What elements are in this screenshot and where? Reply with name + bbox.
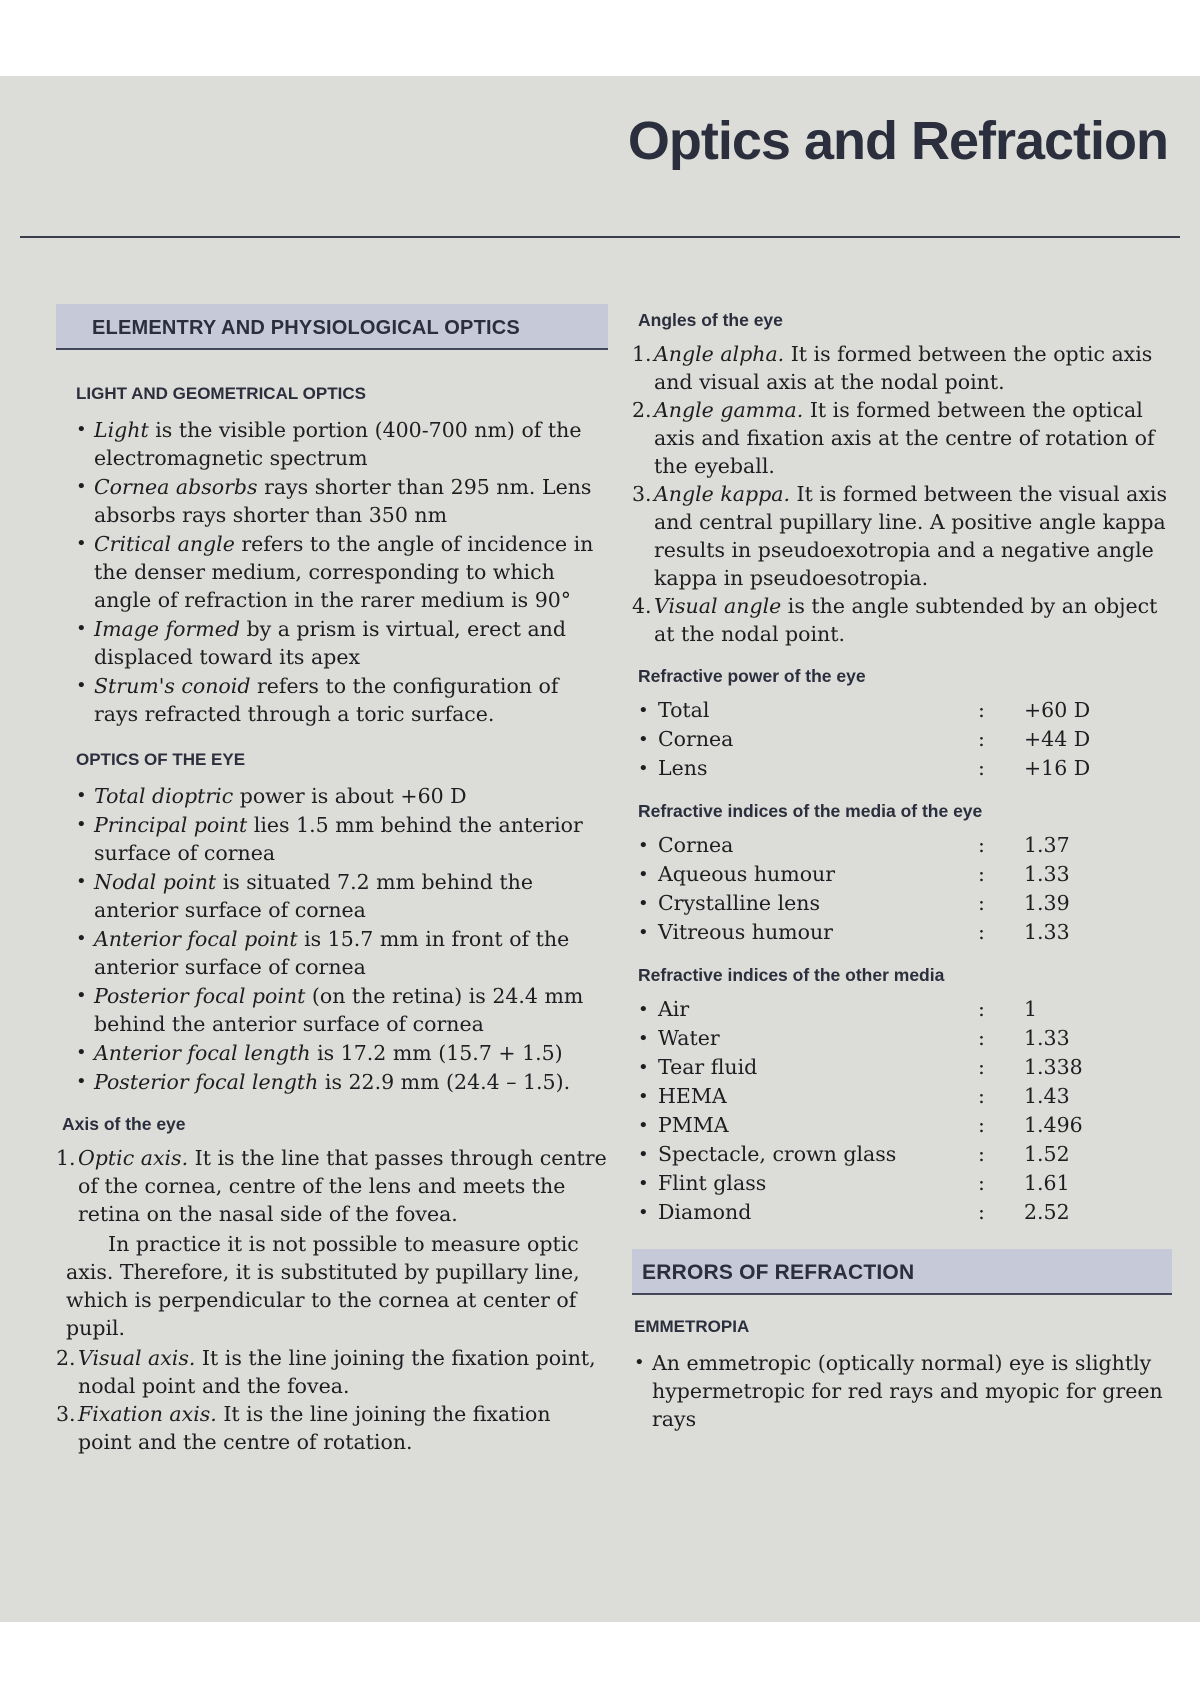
heading-refractive-indices-eye: Refractive indices of the media of the eye bbox=[638, 801, 983, 821]
table-row: • Aqueous humour : 1.33 bbox=[636, 860, 1134, 889]
list-item: 3. Fixation axis. It is the line joining the fixation point and the centre of rotation. bbox=[56, 1402, 551, 1454]
heading-light-geometrical-optics: LIGHT AND GEOMETRICAL OPTICS bbox=[76, 384, 366, 403]
light-list bbox=[56, 416, 608, 728]
section-banner-errors-of-refraction: ERRORS OF REFRACTION bbox=[632, 1249, 1172, 1295]
list-item: • Anterior focal point is 15.7 mm in front of the anterior surface of cornea bbox=[76, 925, 608, 981]
list-item: • Posterior focal length is 22.9 mm (24.4 – 1.5). bbox=[76, 1068, 608, 1096]
table-row: • Crystalline lens : 1.39 bbox=[636, 889, 1134, 918]
list-item: • Anterior focal length is 17.2 mm (15.7 + 1.5) bbox=[76, 1039, 608, 1067]
table-row: • Cornea : 1.37 bbox=[636, 831, 1134, 860]
table-row: • Air : 1 bbox=[636, 995, 1134, 1024]
list-item: • Posterior focal point (on the retina) is 24.4 mm behind the anterior surface of cornea bbox=[76, 982, 608, 1038]
heading-refractive-indices-other: Refractive indices of the other media bbox=[638, 965, 945, 985]
table-row: • Vitreous humour : 1.33 bbox=[636, 918, 1134, 947]
refractive-power-table bbox=[636, 696, 1134, 783]
list-item: 4. Visual angle is the angle subtended by an object at the nodal point. bbox=[632, 594, 1158, 646]
list-item: • Principal point lies 1.5 mm behind the anterior surface of cornea bbox=[76, 811, 608, 867]
list-item: 2. Visual axis. It is the line joining the fixation point, nodal point and the fovea. bbox=[56, 1346, 596, 1398]
list-item: • Nodal point is situated 7.2 mm behind the anterior surface of cornea bbox=[76, 868, 608, 924]
table-row: • Flint glass : 1.61 bbox=[636, 1169, 1134, 1198]
angles-list bbox=[632, 340, 1172, 648]
table-row: • Tear fluid : 1.338 bbox=[636, 1053, 1134, 1082]
table-row: • PMMA : 1.496 bbox=[636, 1111, 1134, 1140]
table-row: • HEMA : 1.43 bbox=[636, 1082, 1134, 1111]
heading-emmetropia: EMMETROPIA bbox=[634, 1317, 750, 1336]
title-divider bbox=[20, 236, 1180, 238]
optics-eye-list bbox=[56, 782, 608, 1096]
table-row: • Diamond : 2.52 bbox=[636, 1198, 1134, 1227]
list-item: 3. Angle kappa. It is formed between the visual axis and central pupillary line. A positive angle kappa results in pseudoexotropia and a negative angle kappa in pseudoesotropia. bbox=[632, 482, 1167, 590]
axis-paragraph: In practice it is not possible to measure optic axis. Therefore, it is substituted by pupillary line, which is perpendicular to the cornea at center of pupil. bbox=[66, 1232, 580, 1340]
list-item: • An emmetropic (optically normal) eye is slightly hypermetropic for red rays and myopic for green rays bbox=[634, 1349, 1172, 1433]
list-item: • Strum's conoid refers to the configuration of rays refracted through a toric surface. bbox=[76, 672, 608, 728]
list-item: 1. Angle alpha. It is formed between the optic axis and visual axis at the nodal point. bbox=[632, 342, 1153, 394]
axis-list-continued bbox=[56, 1344, 608, 1456]
table-row: • Spectacle, crown glass : 1.52 bbox=[636, 1140, 1134, 1169]
axis-list bbox=[56, 1144, 608, 1228]
heading-angles-of-the-eye: Angles of the eye bbox=[638, 310, 783, 330]
section-banner-elementry-optics: ELEMENTRY AND PHYSIOLOGICAL OPTICS bbox=[56, 304, 608, 350]
left-column bbox=[56, 304, 608, 1456]
table-row: • Cornea : +44 D bbox=[636, 725, 1134, 754]
book-page bbox=[0, 76, 1200, 1622]
list-item: • Image formed by a prism is virtual, erect and displaced toward its apex bbox=[76, 615, 608, 671]
heading-refractive-power: Refractive power of the eye bbox=[638, 666, 866, 686]
refractive-indices-eye-table bbox=[636, 831, 1134, 947]
list-item: • Cornea absorbs rays shorter than 295 nm. Lens absorbs rays shorter than 350 nm bbox=[76, 473, 608, 529]
list-item: • Total dioptric power is about +60 D bbox=[76, 782, 608, 810]
heading-optics-of-the-eye: OPTICS OF THE EYE bbox=[76, 750, 246, 769]
list-item: • Light is the visible portion (400-700 nm) of the electromagnetic spectrum bbox=[76, 416, 608, 472]
table-row: • Total : +60 D bbox=[636, 696, 1134, 725]
list-item: • Critical angle refers to the angle of incidence in the denser medium, corresponding to which angle of refraction in the rarer medium is 90° bbox=[76, 530, 608, 614]
table-row: • Water : 1.33 bbox=[636, 1024, 1134, 1053]
heading-axis-of-the-eye: Axis of the eye bbox=[62, 1114, 186, 1134]
right-column bbox=[632, 306, 1172, 1434]
refractive-indices-other-table bbox=[636, 995, 1134, 1227]
list-item: 1. Optic axis. It is the line that passes through centre of the cornea, centre of the lens and meets the retina on the nasal side of the fovea. bbox=[56, 1146, 607, 1226]
emmetropia-list bbox=[632, 1349, 1172, 1433]
page-title: Optics and Refraction bbox=[627, 111, 1168, 171]
list-item: 2. Angle gamma. It is formed between the optical axis and fixation axis at the centre of rotation of the eyeball. bbox=[632, 398, 1155, 478]
table-row: • Lens : +16 D bbox=[636, 754, 1134, 783]
